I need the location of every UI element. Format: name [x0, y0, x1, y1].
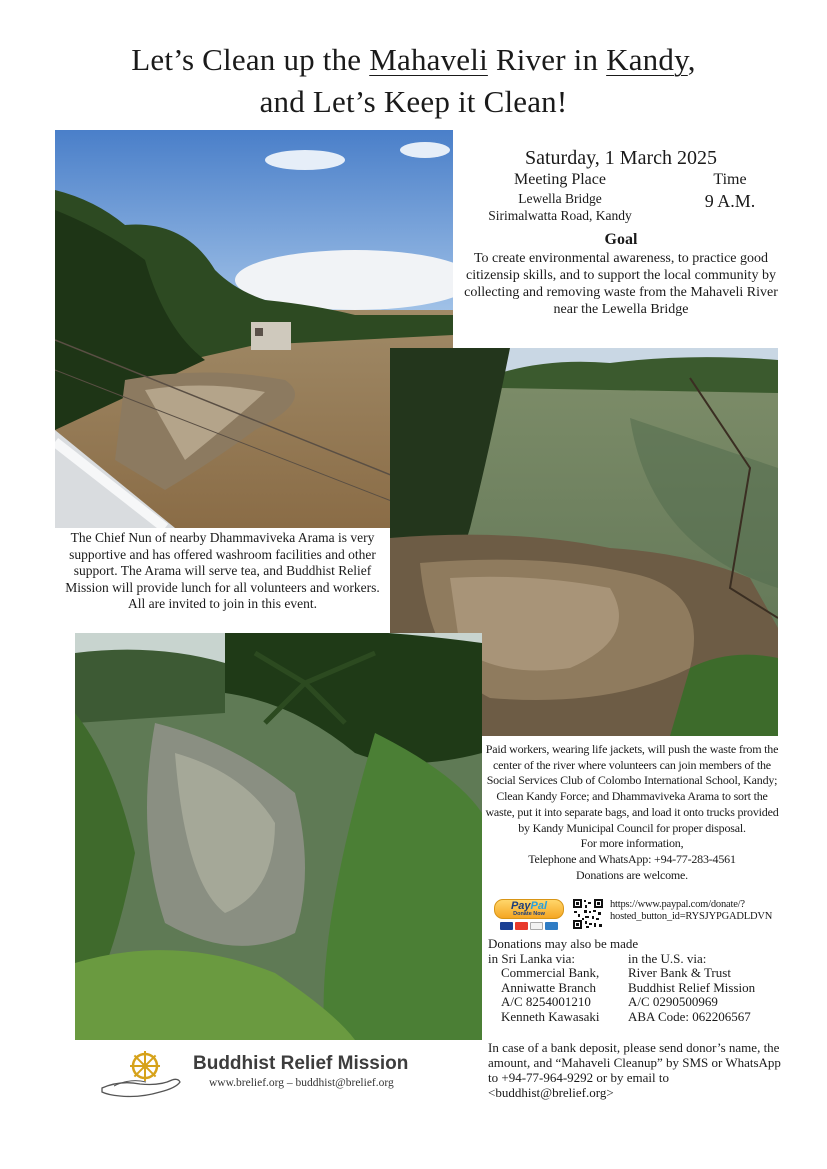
paypal-donate-button[interactable] — [494, 899, 564, 930]
card-logos-icon — [494, 922, 564, 930]
organization-name: Buddhist Relief Mission — [193, 1053, 409, 1074]
paypal-donate-label: Donate Now — [513, 911, 545, 917]
meeting-place-line1: Lewella Bridge — [518, 191, 602, 206]
organization-contact[interactable]: www.brelief.org – buddhist@brelief.org — [209, 1077, 394, 1089]
dharma-wheel-on-hand-icon — [100, 1048, 200, 1100]
river-photo-vegetation — [75, 633, 482, 1040]
us-bank-line: Buddhist Relief Mission — [628, 979, 756, 995]
title-river-name: Mahaveli — [369, 42, 488, 77]
bank-deposit-note: In case of a bank deposit, please send donor’s name, the amount, and “Mahaveli Cleanup” by SMS or WhatsApp to +94-77-964-9292 or by email to <buddhist@brelief.org> — [488, 1040, 781, 1100]
nun-note — [55, 530, 390, 613]
qr-code-icon — [572, 898, 604, 930]
event-date: Saturday, 1 March 2025 — [525, 147, 717, 169]
sl-bank-line: A/C 8254001210 — [501, 994, 591, 1009]
meeting-place-line2: Sirimalwatta Road, Kandy — [488, 208, 632, 223]
paypal-logo — [495, 901, 563, 911]
us-bank-line: River Bank & Trust — [628, 965, 731, 980]
invite-text: All are invited to join in this event. — [128, 596, 317, 611]
us-bank-details — [628, 966, 778, 1024]
time-value: 9 A.M. — [704, 191, 756, 211]
nun-note-text: The Chief Nun of nearby Dhammaviveka Arama is very supportive and has offered washroom facilities and other support. The Arama will serve tea, and Buddhist Relief Mission will provide lunch for all volunteers and workers. — [65, 530, 380, 595]
sl-bank-line: Anniwatte Branch — [501, 979, 596, 995]
page-title-line1 — [0, 40, 827, 80]
paypal-logo-part2: Pal — [530, 900, 548, 912]
us-bank-line: A/C 0290500969 — [628, 994, 718, 1009]
goal-label: Goal — [604, 231, 638, 248]
title-city-name: Kandy — [606, 42, 688, 77]
title-text: , — [687, 42, 696, 77]
us-heading: in the U.S. via: — [628, 950, 707, 966]
title-text: Let’s Clean up the — [131, 42, 370, 77]
title-text: River in — [487, 42, 607, 77]
paypal-url-link[interactable]: https://www.paypal.com/donate/?hosted_button_id=RYSJYPGADLDVN — [610, 899, 773, 922]
sl-bank-line: Commercial Bank, — [501, 965, 600, 980]
sl-bank-line: Kenneth Kawasaki — [501, 1008, 600, 1024]
paypal-logo-part1: Pay — [510, 900, 531, 912]
meeting-place-label: Meeting Place — [514, 171, 606, 188]
donations-heading — [488, 937, 788, 966]
workers-text: Paid workers, wearing life jackets, will push the waste from the center of the river where volunteers can join members of the Social Services Club of Colombo International School, Kandy; Clean Kandy Force; and Dhammaviveka Arama to sort the waste, put it into separate bags, and load it onto trucks provided by Kandy Municipal Council for proper disposal. — [485, 742, 779, 835]
sri-lanka-bank-details — [501, 966, 621, 1024]
goal-text: To create environmental awareness, to practice good citizensip skills, and to support the local community by collecting and removing waste from the Mahaveli River near the Lewella Bridge — [464, 251, 778, 317]
donations-welcome-text: Donations are welcome. — [576, 867, 688, 882]
more-info-text: For more information, — [580, 836, 684, 851]
phone-text: Telephone and WhatsApp: +94-77-283-4561 — [528, 851, 736, 866]
time-label: Time — [713, 171, 747, 188]
us-bank-line: ABA Code: 062206567 — [628, 1008, 751, 1024]
page-title-line2: and Let’s Keep it Clean! — [259, 84, 568, 119]
workers-section — [484, 742, 780, 883]
sri-lanka-heading: in Sri Lanka via: — [488, 950, 576, 966]
donations-intro: Donations may also be made — [488, 936, 639, 951]
